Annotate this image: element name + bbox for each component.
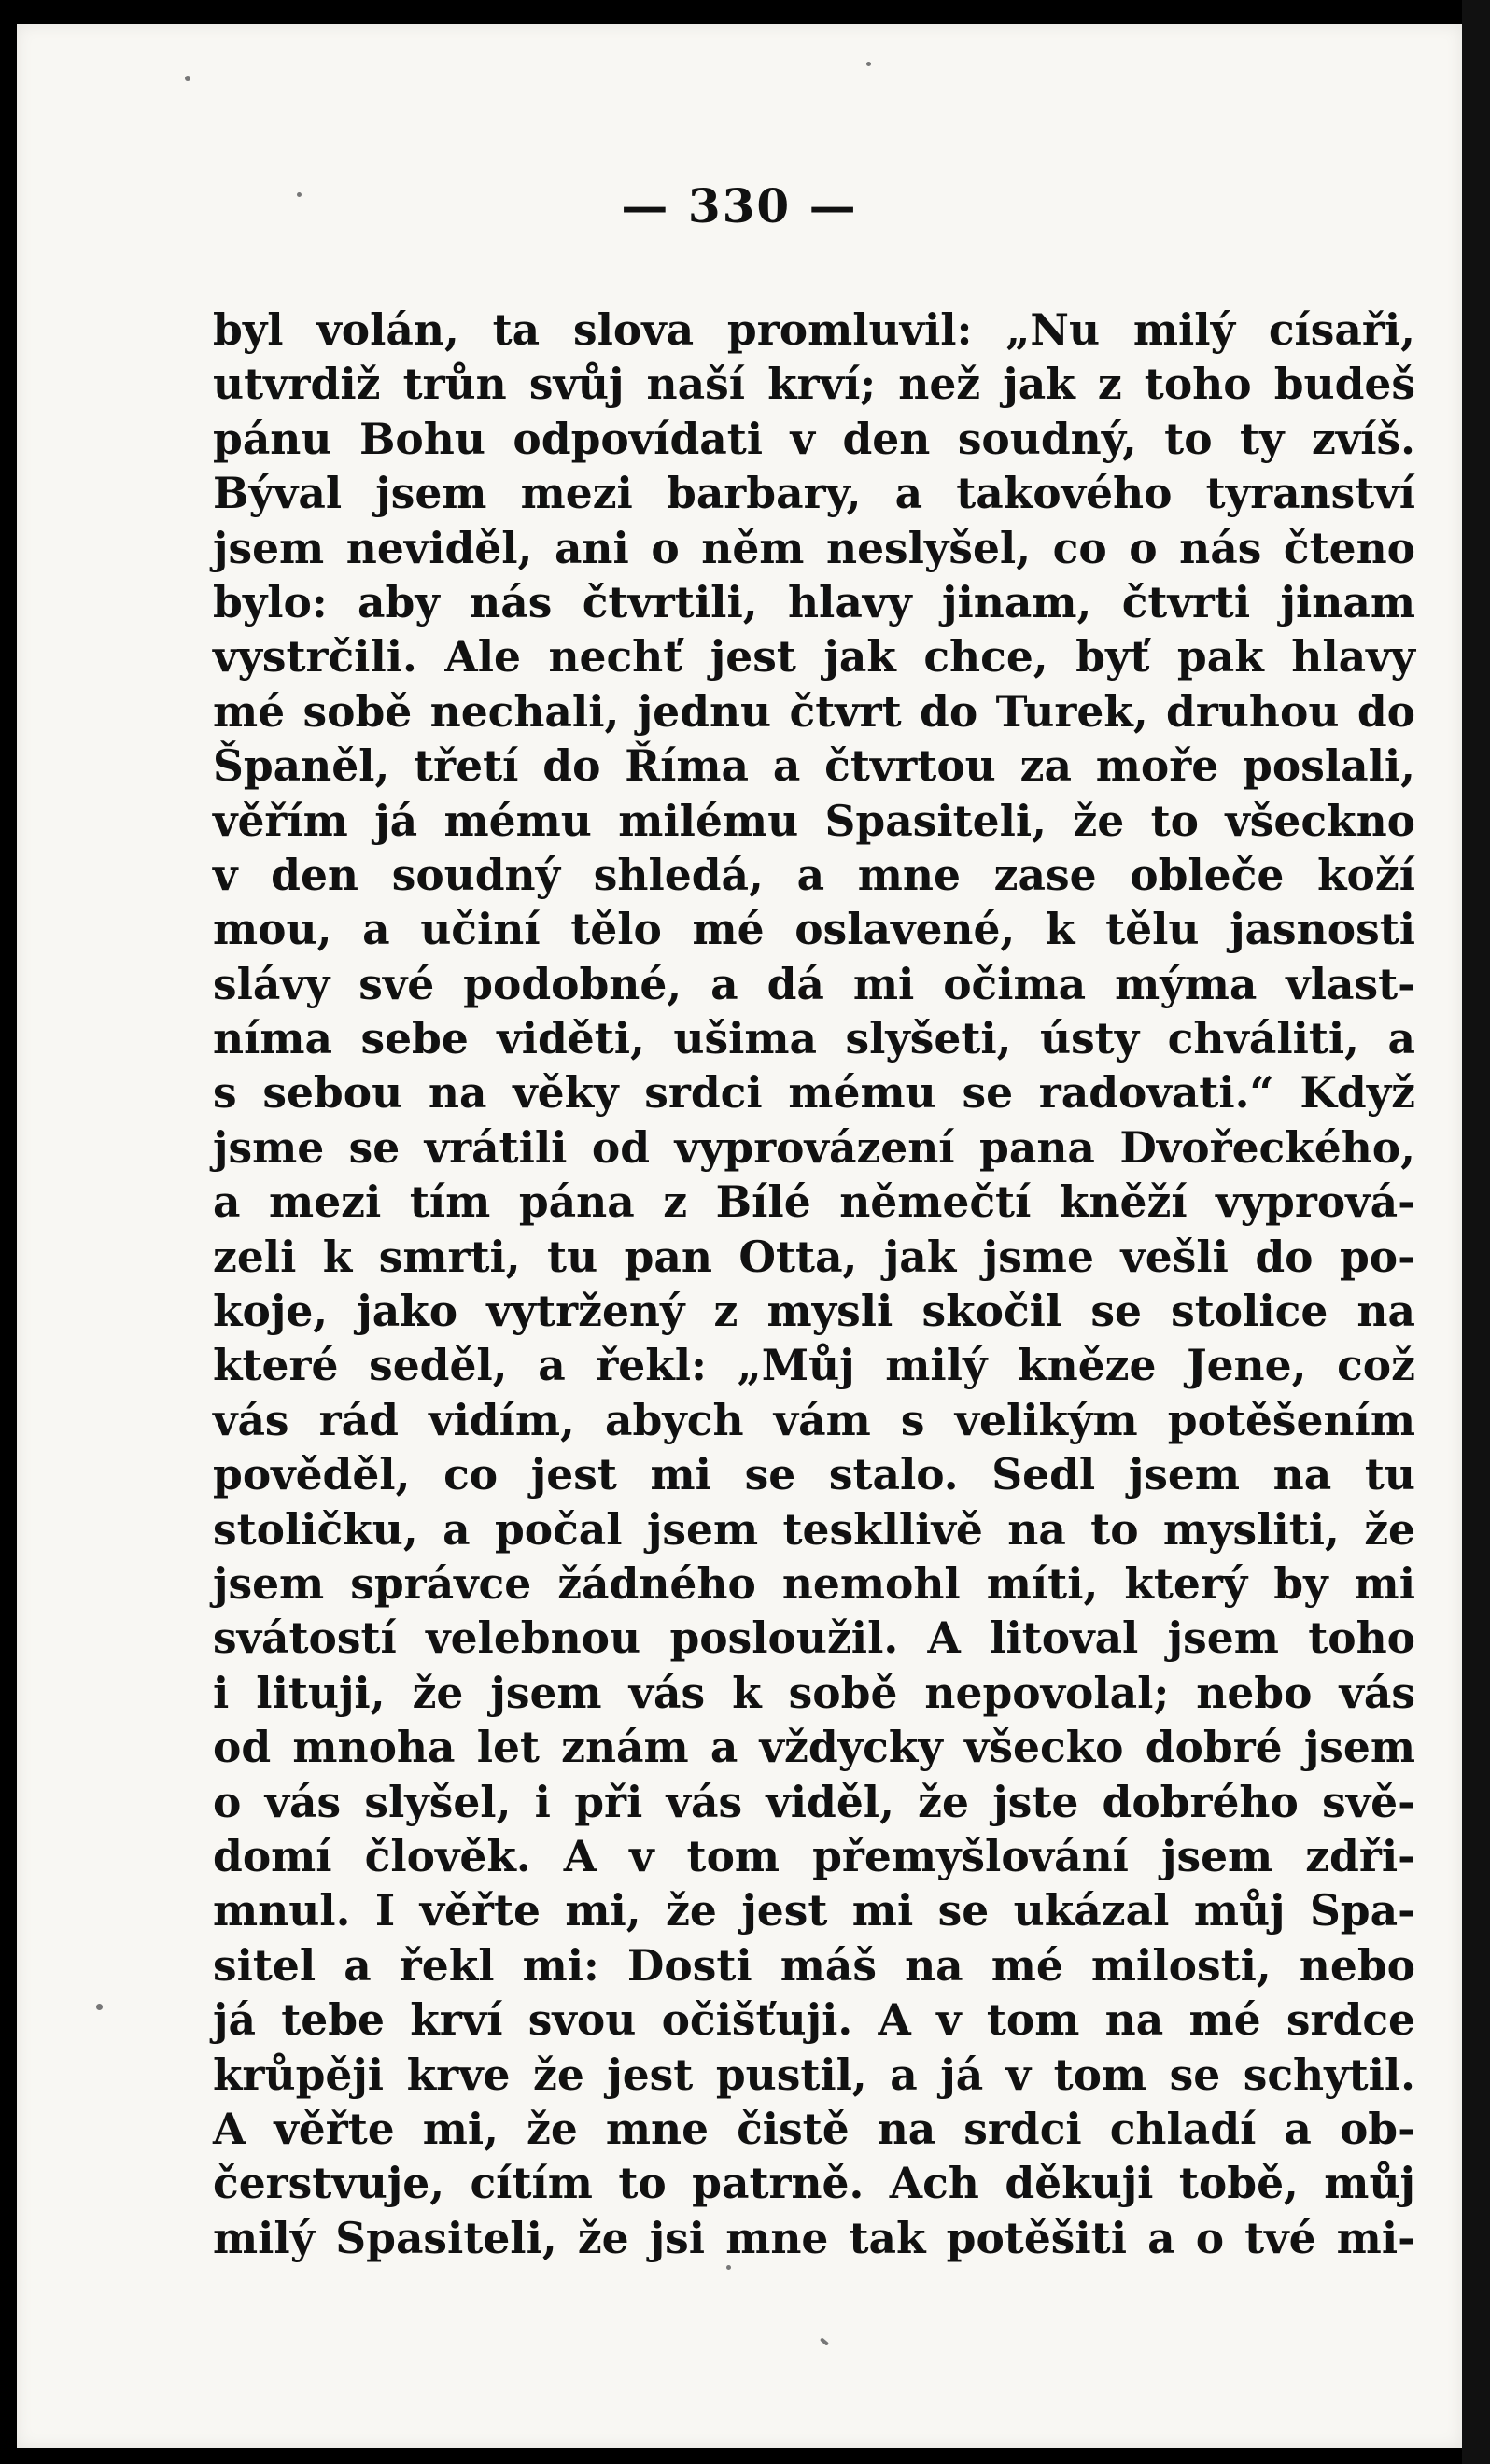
text-line: jsme se vrátili od vyprovázení pana Dvořeckého, [213, 1121, 1415, 1173]
scan-speck [866, 62, 871, 66]
scan-speck [726, 2265, 731, 2270]
text-line: mnul. I věřte mi, že jest mi se ukázal můj Spa- [213, 1885, 1415, 1936]
text-line: které seděl, a řekl: „Můj milý kněze Jene, což [213, 1340, 1415, 1391]
text-line: domí člověk. A v tom přemyšlování jsem zdři- [213, 1830, 1415, 1881]
text-line: o vás slyšel, i při vás viděl, že jste dobrého svě- [213, 1776, 1415, 1827]
text-line: pověděl, co jest mi se stalo. Sedl jsem na tu [213, 1449, 1415, 1500]
text-line: Španěl, třetí do Říma a čtvrtou za moře poslali, [213, 740, 1415, 792]
text-line: v den soudný shledá, a mne zase obleče koží [213, 849, 1415, 900]
text-line: níma sebe viděti, ušima slyšeti, ústy chváliti, a [213, 1013, 1415, 1064]
text-line: koje, jako vytržený z mysli skočil se stolice na [213, 1286, 1415, 1337]
book-page [17, 24, 1462, 2448]
text-line: jsem správce žádného nemohl míti, který by mi [213, 1557, 1415, 1609]
text-line: svátostí velebnou posloužil. A litoval jsem toho [213, 1612, 1415, 1664]
text-line: A věřte mi, že mne čistě na srdci chladí a ob- [213, 2103, 1415, 2154]
text-line: mou, a učiní tělo mé oslavené, k tělu jasnosti [213, 904, 1415, 955]
text-line: krůpěji krve že jest pustil, a já v tom se schytil. [213, 2049, 1415, 2100]
text-line: a mezi tím pána z Bílé němečtí kněží vyprová- [213, 1176, 1415, 1228]
text-line: věřím já mému milému Spasiteli, že to všeckno [213, 795, 1415, 846]
page-number-header: — 330 — [621, 178, 858, 233]
text-line: byl volán, ta slova promluvil: „Nu milý císaři, [213, 304, 1415, 355]
text-line: utvrdiž trůn svůj naší krví; než jak z toho budeš [213, 359, 1415, 410]
text-line: jsem neviděl, ani o něm neslyšel, co o nás čteno [213, 522, 1415, 573]
scan-speck [297, 192, 302, 197]
text-line: i lituji, že jsem vás k sobě nepovolal; nebo vás [213, 1667, 1415, 1718]
text-line: Býval jsem mezi barbary, a takového tyranství [213, 468, 1415, 519]
scan-speck [185, 76, 190, 81]
scan-speck [820, 2337, 829, 2345]
scan-edge [1462, 0, 1490, 2464]
text-line: od mnoha let znám a vždycky všecko dobré jsem [213, 1722, 1415, 1773]
text-line: bylo: aby nás čtvrtili, hlavy jinam, čtvrti jinam [213, 576, 1415, 627]
text-line: pánu Bohu odpovídati v den soudný, to ty zvíš. [213, 413, 1415, 464]
text-line: sitel a řekl mi: Dosti máš na mé milosti, nebo [213, 1939, 1415, 1991]
text-line: já tebe krví svou očišťuji. A v tom na mé srdce [213, 1994, 1415, 2046]
body-text [213, 303, 1415, 2265]
text-line: čerstvuje, cítím to patrně. Ach děkuji tobě, můj [213, 2158, 1415, 2209]
text-line: stoličku, a počal jsem teskllivě na to mysliti, že [213, 1503, 1415, 1555]
text-line: mé sobě nechali, jednu čtvrt do Turek, druhou do [213, 685, 1415, 737]
text-line: milý Spasiteli, že jsi mne tak potěšiti a o tvé mi- [213, 2212, 1415, 2263]
text-line: zeli k smrti, tu pan Otta, jak jsme vešli do po- [213, 1231, 1415, 1282]
text-line: slávy své podobné, a dá mi očima mýma vlast- [213, 958, 1415, 1009]
scan-speck [96, 2004, 103, 2010]
text-line: vás rád vidím, abych vám s velikým potěšením [213, 1394, 1415, 1445]
text-line: s sebou na věky srdci mému se radovati.“ Když [213, 1067, 1415, 1119]
text-line: vystrčili. Ale nechť jest jak chce, byť pak hlavy [213, 631, 1415, 683]
